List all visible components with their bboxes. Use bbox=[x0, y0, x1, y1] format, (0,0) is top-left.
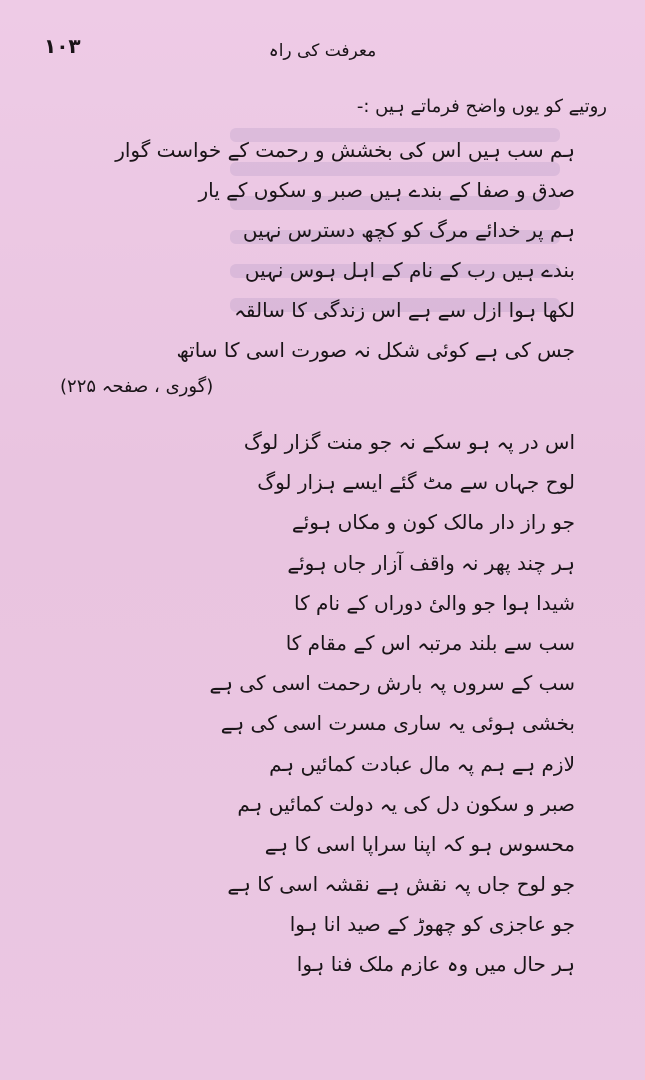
verse-line: شیدا ہوا جو والیٔ دوراں کے نام کا bbox=[294, 590, 575, 615]
verse-line: جو لوح جاں پہ نقش ہے نقشہ اسی کا ہے bbox=[227, 872, 575, 897]
page-number: ۱۰۳ bbox=[44, 34, 81, 58]
verse-line: جو عاجزی کو چھوڑ کے صید انا ہوا bbox=[289, 912, 575, 937]
verse-line: لکھا ہوا ازل سے ہے اس زندگی کا سالقہ bbox=[234, 298, 575, 322]
running-title: معرفت کی راہ bbox=[268, 41, 377, 61]
verse-line: صبر و سکون دل کی یہ دولت کمائیں ہم bbox=[237, 791, 575, 816]
verse-line: لازم ہے ہم پہ مال عبادت کمائیں ہم bbox=[269, 751, 575, 776]
verse-line: ہم سب ہیں اس کی بخشش و رحمت کے خواست گوار bbox=[115, 138, 575, 162]
verse-line: ہر چند پھر نہ واقف آزار جاں ہوئے bbox=[287, 550, 575, 575]
verse-line: صدق و صفا کے بندے ہیں صبر و سکوں کے یار bbox=[198, 178, 575, 202]
verse-line: بخشی ہوئی یہ ساری مسرت اسی کی ہے bbox=[220, 711, 575, 736]
verse-line: محسوس ہو کہ اپنا سراپا اسی کا ہے bbox=[264, 831, 575, 856]
verse-line: جس کی ہے کوئی شکل نہ صورت اسی کا ساتھ bbox=[176, 338, 575, 362]
verse-line: جو راز دار مالک کون و مکاں ہوئے bbox=[291, 510, 575, 535]
verse-line: بندے ہیں رب کے نام کے اہل ہوس نہیں bbox=[244, 258, 575, 282]
verse-line: اس در پہ ہو سکے نہ جو منت گزار لوگ bbox=[243, 430, 575, 454]
verse-line: سب سے بلند مرتبہ اس کے مقام کا bbox=[285, 630, 575, 655]
intro-line: روتیے کو یوں واضح فرماتے ہیں :- bbox=[356, 96, 607, 117]
poem-stanza-2 bbox=[115, 422, 575, 985]
verse-line: سب کے سروں پہ بارش رحمت اسی کی ہے bbox=[209, 671, 575, 696]
citation: (گوری ، صفحہ ۲۲۵) bbox=[60, 376, 214, 397]
verse-line: ہم پر خدائے مرگ کو کچھ دسترس نہیں bbox=[242, 218, 575, 242]
verse-line: لوح جہاں سے مٹ گئے ایسے ہزار لوگ bbox=[257, 470, 575, 495]
poem-stanza-1 bbox=[75, 130, 575, 370]
verse-line: ہر حال میں وہ عازم ملک فنا ہوا bbox=[296, 952, 575, 977]
